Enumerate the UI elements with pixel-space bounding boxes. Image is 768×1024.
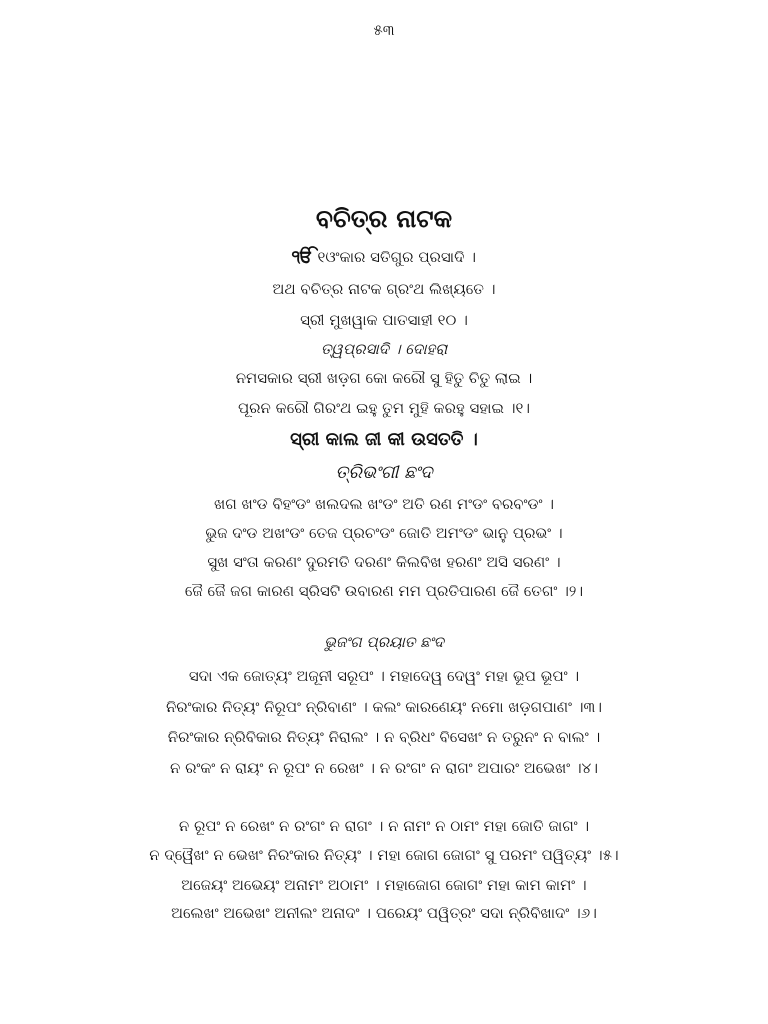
invocation-line [0,247,768,267]
verse-line: ନ ଦ୍ୱୈଖଂ ନ ଭେଖଂ ନିରଂକାର ନିତ୍ୟଂ । ମହା ଜୋଗ ଜୋଗଂ ସୁ ପରମଂ ପୱିତ୍ୟଂ ।୫। [149,846,619,864]
verse-line: ଭୁଜ ଦଂଡ ଅଖଂଡଂ ତେଜ ପ୍ରଚଂଡଂ ଜୋତି ଅମଂଡଂ ଭାନୁ ପ୍ରଭଂ । [205,524,563,542]
verse-line: ନ ରଂକଂ ନ ରାୟଂ ନ ରୂପଂ ନ ରେଖଂ । ନ ରଂଗଂ ନ ରାଗଂ ଅପାରଂ ଅଭେଖଂ ।୪। [170,759,598,777]
verse-line: ପୂରନ କରୌ ଗିରଂଥ ଇହୁ ତୁମ ମୁହି କରହୁ ସହାଇ ।୧। [237,399,531,417]
chhand-heading: ତ୍ରିଭଂଗୀ ଛଂଦ [335,462,433,483]
page-title: ବଚିତ୍ର ନାଟକ [315,204,453,233]
verse-line: ନିରଂକାର ନିତ୍ୟଂ ନିରୂପଂ ନ୍ରିବାଣଂ । କଲଂ କାରଣେୟଂ ନମୋ ଖଡ଼ଗପାଣଂ ।୩। [165,698,603,716]
verse-line: ନ ରୂପଂ ନ ରେଖଂ ନ ରଂଗଂ ନ ରାଗଂ । ନ ନାମଂ ନ ଠାମଂ ମହା ଜୋତି ଜାଗଂ । [178,817,590,835]
intro-line: ସ୍ରୀ ମୁଖୱାକ ପାତସାହୀ ୧୦ । [300,311,468,329]
intro-line: ଅଥ ବଚିତ୍ର ନାଟକ ଗ୍ରଂଥ ଲିଖ୍ୟତେ । [272,280,496,298]
section-heading: ସ୍ରୀ କାଲ ଜୀ କୀ ଉସତତି । [290,429,478,450]
verse-line: ଖଗ ଖଂଡ ବିହଂଡଂ ଖଲଦଲ ଖଂଡଂ ଅତି ରଣ ମଂଡଂ ବରବଂଡଂ । [213,495,555,513]
verse-line: ନିରଂକାର ନ୍ରିବିକାର ନିତ୍ୟଂ ନିରାଲଂ । ନ ବ୍ରିଧଂ ବିସେଖଂ ନ ତରୁନଂ ନ ବାଲଂ । [167,728,601,746]
ik-onkar-symbol: ੴ [292,247,313,267]
verse-line: ଅଲେଖଂ ଅଭେଖଂ ଅନୀଲଂ ଅନାଦଂ । ପରେୟଂ ପୱିତ୍ରଂ ସଦା ନ୍ରିବିଖାଦଂ ।୬। [171,904,597,922]
verse-line: ସୁଖ ସଂତା କରଣଂ ଦୁରମତି ଦରଣଂ କିଲବିଖ ହରଣଂ ଅସି ସରଣଂ । [207,553,561,571]
invocation-text: ୧ଓଂକାର ସତିଗୁର ପ୍ରସାଦି । [317,248,476,266]
dohra-heading: ତ୍ୱପ୍ରସାଦି । ଦୋହରା [320,340,448,358]
verse-line: ନମସକାର ସ୍ରୀ ଖଡ଼ଗ କୋ କରୌ ସୁ ହିତୁ ଚିତୁ ଲାଇ । [235,369,533,387]
verse-line: ଅଜେୟଂ ଅଭେୟଂ ଅନାମଂ ଅଠାମଂ । ମହାଜୋଗ ଜୋଗଂ ମହା କାମ କାମଂ । [181,876,587,894]
verse-line: ସଦା ଏକ ଜୋତ୍ୟଂ ଅଜୂନୀ ସରୂପଂ । ମହାଦେୱ ଦେୱଂ ମହା ଭୂପ ଭୂପଂ । [188,667,580,685]
chhand-heading: ଭୁଜଂଗ ପ୍ରୟାତ ଛଂଦ [324,633,444,651]
page-number: ୫୩ [373,21,395,39]
verse-line: ଜୈ ଜୈ ଜଗ କାରଣ ସ୍ରିସଟି ଉବାରଣ ମମ ପ୍ରତିପାରଣ ଜୈ ତେଗଂ ।୨। [184,582,584,600]
